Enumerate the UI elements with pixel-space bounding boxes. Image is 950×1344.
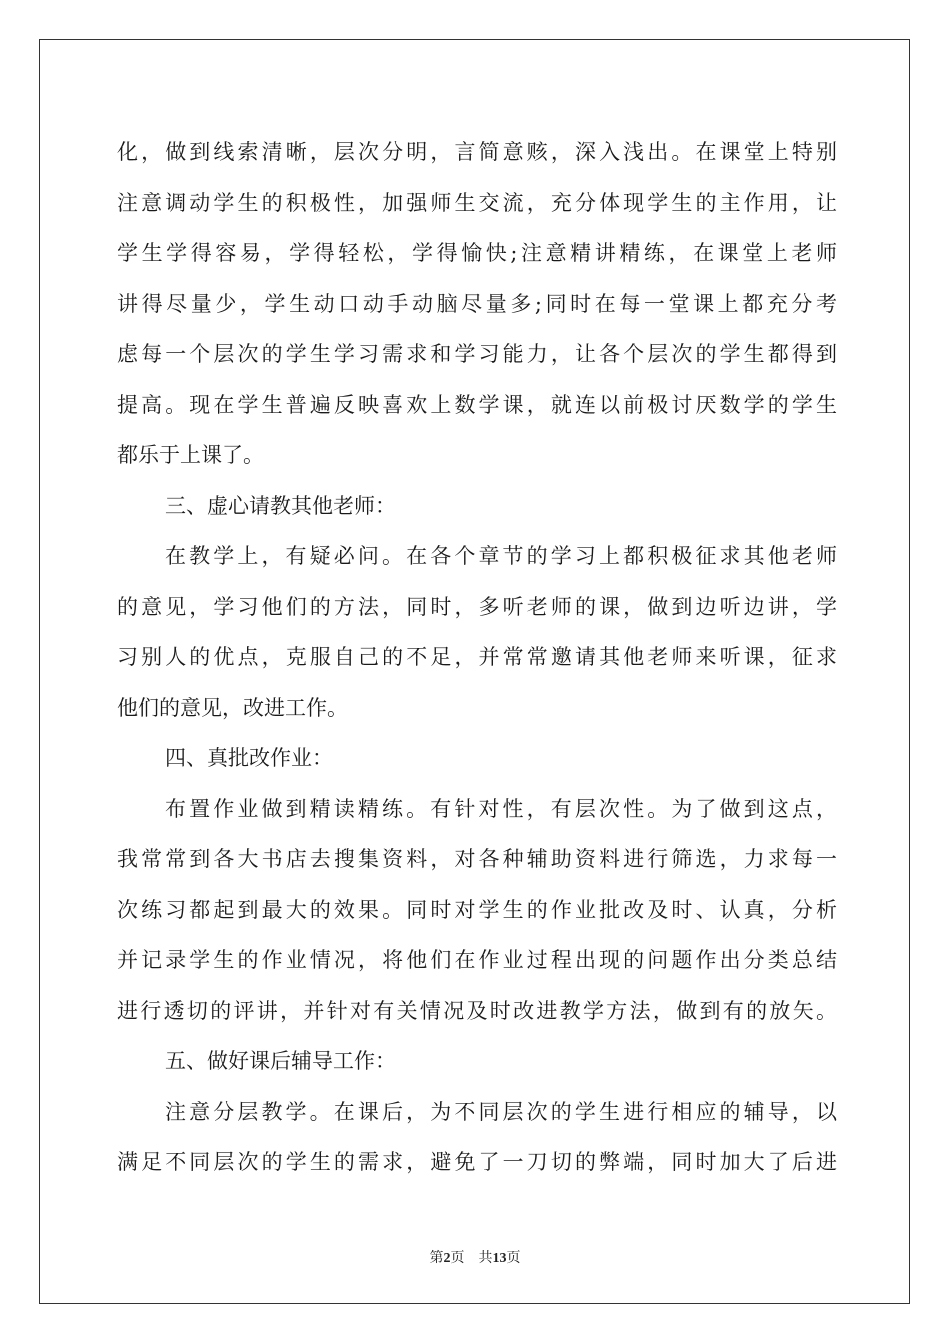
text-line: 四、真批改作业： bbox=[165, 746, 333, 770]
document-body bbox=[117, 127, 837, 1188]
text-line: 布置作业做到精读精练。有针对性，有层次性。为了做到这点， bbox=[165, 796, 837, 821]
text-line: 化，做到线索清晰，层次分明，言简意赅，深入浅出。在课堂上特别 bbox=[117, 140, 837, 164]
text-line: 我常常到各大书店去搜集资料，对各种辅助资料进行筛选，力求每一 bbox=[117, 847, 837, 871]
text-line: 虑每一个层次的学生学习需求和学习能力，让各个层次的学生都得到 bbox=[117, 342, 837, 366]
text-line: 五、做好课后辅导工作： bbox=[165, 1049, 396, 1073]
text-line: 都乐于上课了。 bbox=[117, 443, 264, 467]
text-line: 习别人的优点，克服自己的不足，并常常邀请其他老师来听课，征求 bbox=[117, 645, 837, 669]
text-line: 的意见，学习他们的方法，同时，多听老师的课，做到边听边讲，学 bbox=[117, 594, 837, 619]
text-line: 讲得尽量少，学生动口动手动脑尽量多;同时在每一堂课上都充分考 bbox=[117, 291, 837, 316]
text-line: 注意调动学生的积极性，加强师生交流，充分体现学生的主作用，让 bbox=[117, 190, 837, 215]
page-number: 2 bbox=[443, 1251, 451, 1266]
text-line: 在教学上，有疑必问。在各个章节的学习上都积极征求其他老师 bbox=[165, 544, 837, 568]
page-footer bbox=[0, 1247, 950, 1267]
total-suffix: 页 bbox=[506, 1250, 521, 1266]
total-prefix: 共 bbox=[478, 1250, 493, 1266]
text-line: 他们的意见，改进工作。 bbox=[117, 695, 348, 720]
page-suffix: 页 bbox=[450, 1250, 465, 1266]
text-line: 满足不同层次的学生的需求，避免了一刀切的弊端，同时加大了后进 bbox=[117, 1150, 837, 1174]
text-line: 并记录学生的作业情况，将他们在作业过程出现的问题作出分类总结 bbox=[117, 948, 837, 972]
text-line: 提高。现在学生普遍反映喜欢上数学课，就连以前极讨厌数学的学生 bbox=[117, 392, 837, 417]
text-line: 三、虚心请教其他老师： bbox=[165, 493, 396, 518]
text-line: 进行透切的评讲，并针对有关情况及时改进教学方法，做到有的放矢。 bbox=[117, 998, 837, 1023]
text-line: 注意分层教学。在课后，为不同层次的学生进行相应的辅导，以 bbox=[165, 1099, 837, 1124]
text-line: 学生学得容易，学得轻松，学得愉快;注意精讲精练，在课堂上老师 bbox=[117, 241, 837, 265]
page-prefix: 第 bbox=[429, 1250, 444, 1266]
text-line: 次练习都起到最大的效果。同时对学生的作业批改及时、认真，分析 bbox=[117, 897, 837, 922]
total-pages: 13 bbox=[492, 1251, 507, 1266]
